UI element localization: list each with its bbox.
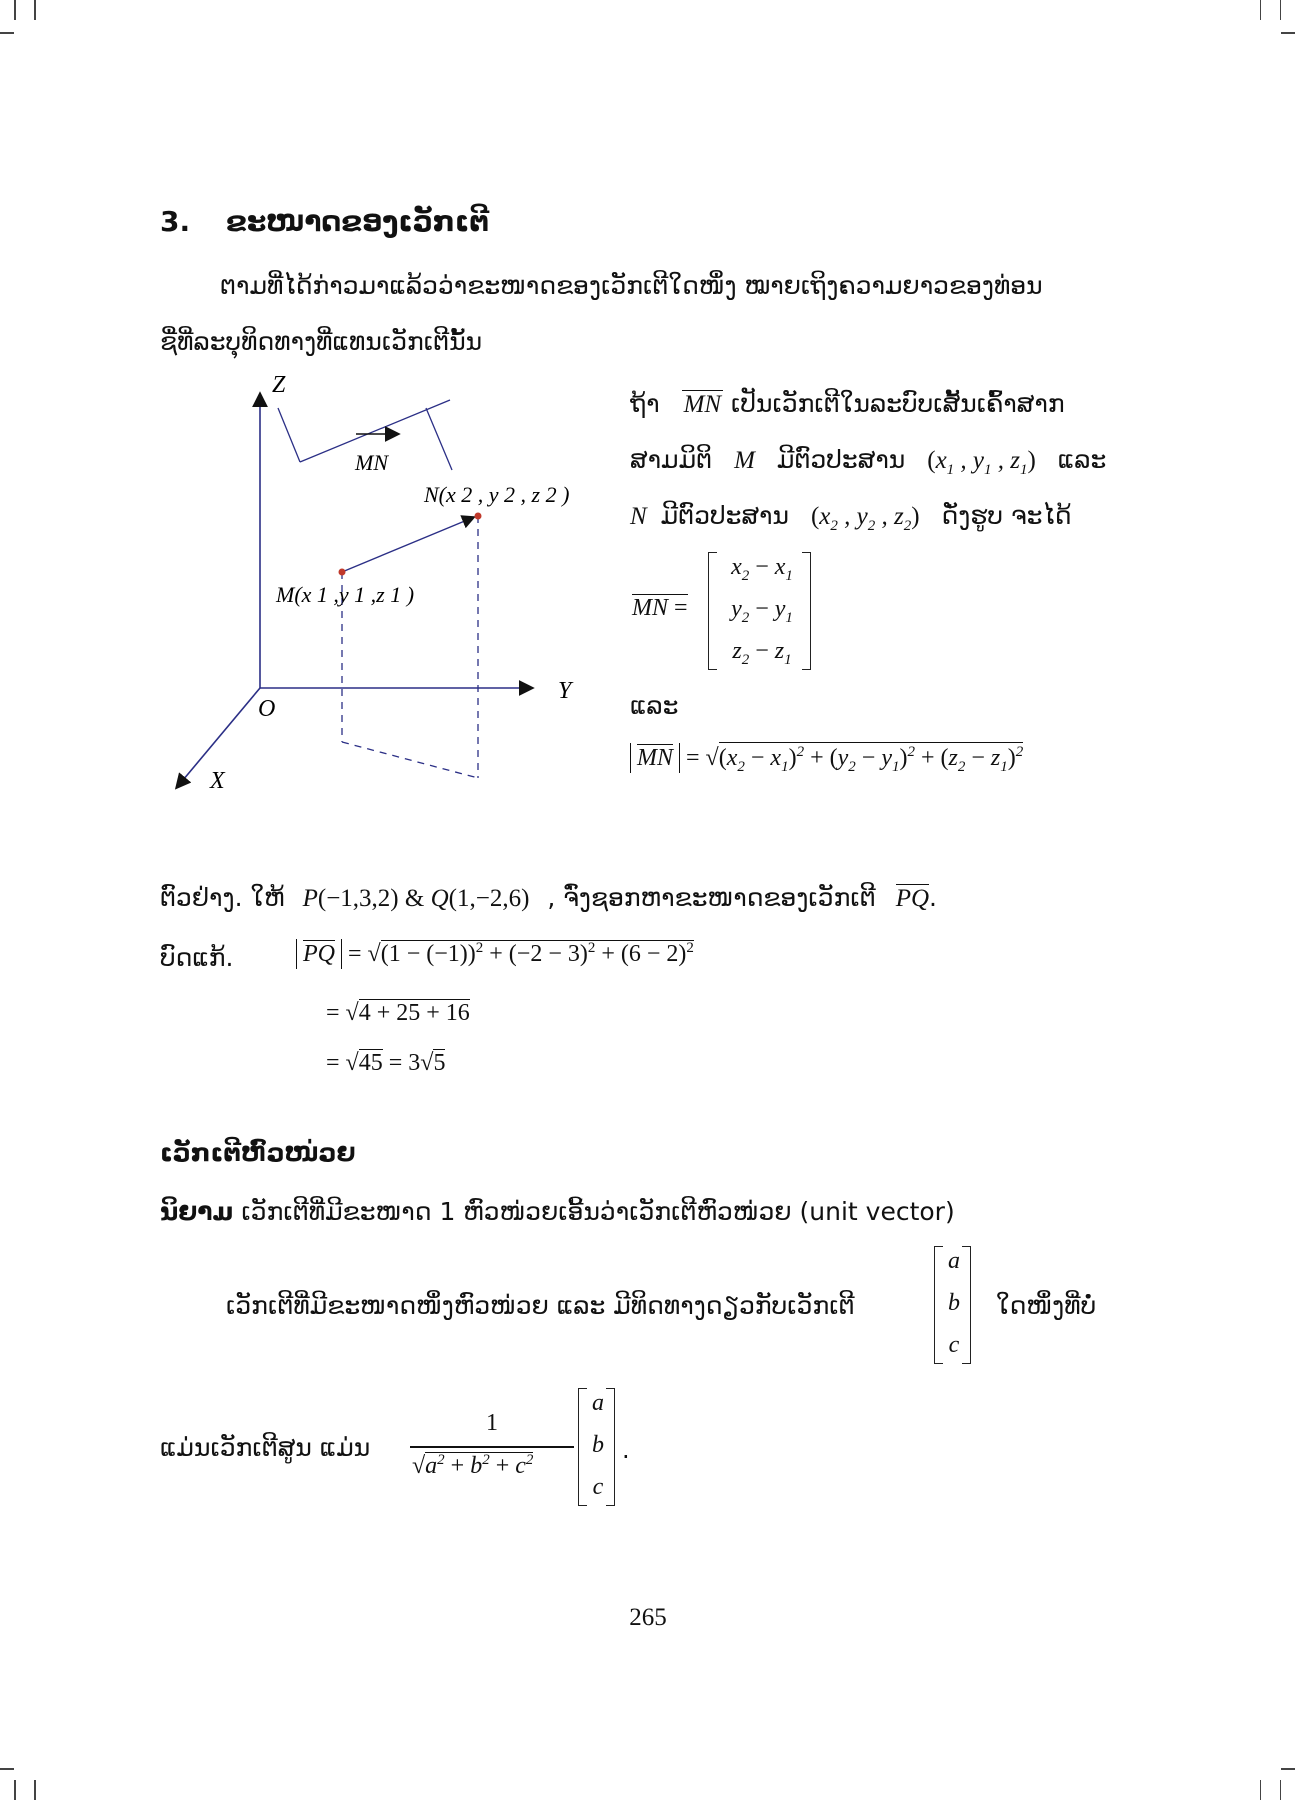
axis-y-label: Y <box>558 678 572 704</box>
crop-mark <box>34 0 36 20</box>
n-coords: ($x_2$ , $y_2$ , $z_2$) <box>810 503 920 534</box>
vector-label: MN <box>355 450 388 475</box>
unit-abc-a: a <box>592 1390 604 1416</box>
example-given: ໃຫ້ <box>250 883 285 912</box>
vector-pq-inline: PQ <box>895 885 930 912</box>
axis-x-label: X <box>210 768 225 794</box>
unit-line-2-b: ໃດໜຶ່ງທີ່ບໍ່ <box>996 1291 1097 1320</box>
section-title: ຂະໜາດຂອງເວັກເຕີ <box>226 205 490 238</box>
if-word: ຖ້າ <box>630 389 660 418</box>
matrix-row-y: $y_2 - y_1$ <box>731 596 793 626</box>
point-n <box>475 513 482 520</box>
crop-mark <box>1260 0 1262 20</box>
unit-vector-heading: ເວັກເຕີຫົວໜ່ວຍ <box>160 1138 356 1167</box>
example-points: P(−1,3,2) & Q(1,−2,6) <box>302 885 530 912</box>
definition-line <box>160 1192 955 1232</box>
explain-and-2: ແລະ <box>630 691 679 720</box>
solution-step-2: = √4 + 25 + 16 <box>326 1000 470 1026</box>
page-number: 265 <box>629 1604 667 1631</box>
crop-mark <box>1280 0 1282 20</box>
crop-mark <box>1280 1780 1282 1800</box>
crop-mark <box>14 1780 16 1800</box>
step-2-radicand: 4 + 25 + 16 <box>358 1000 470 1026</box>
explain-line-1 <box>630 384 1065 425</box>
point-m-label: M(x 1 ,y 1 ,z 1 ) <box>276 582 415 607</box>
fraction-bar <box>410 1446 574 1448</box>
crop-mark <box>0 32 14 34</box>
section-number: 3. <box>160 205 191 238</box>
axis-z-label: Z <box>272 372 286 398</box>
crop-mark <box>1281 32 1295 34</box>
explain-three-dim: ສາມມິຕິ <box>630 445 713 474</box>
vector-3d-figure <box>160 370 590 800</box>
abc-a: a <box>948 1248 960 1274</box>
unit-abc-c: c <box>592 1474 604 1500</box>
mn-vector-symbol: MN = <box>632 595 688 621</box>
definition-label: ນິຍາມ <box>160 1197 234 1226</box>
intro-line-1: ຕາມທີ່ໄດ້ກ່າວມາແລ້ວວ່າຂະໜາດຂອງເວັກເຕີໃດໜຶ່ງ ໝາຍເຖິງຄວາມຍາວຂອງທ່ອນ <box>220 271 1043 300</box>
explain-line-3 <box>630 496 1072 546</box>
length-tick-right <box>426 408 452 470</box>
unit-line-3-a: ແມ່ນເວັກເຕີສູນ ແມ່ນ <box>160 1433 371 1462</box>
magnitude-formula: MN = $√(x_2 - x_1)^2 + (y_2 - y_1)^2 + (z_2 - z_1)^2$ <box>630 744 1023 776</box>
explain-coords-word-2: ມີຕົວປະສານ <box>660 501 789 530</box>
solution-step-1: PQ = $√(1 - (-1))^2 + (-2 - 3)^2 + (6 - 2)^2$ <box>296 940 694 968</box>
explain-and: ແລະ <box>1057 445 1107 474</box>
crop-mark <box>0 1768 14 1770</box>
crop-mark <box>34 1780 36 1800</box>
step-3-coef: 3 <box>408 1050 421 1076</box>
matrix-row-z: $z_2 - z_1$ <box>732 638 792 668</box>
solution-label: ບົດແກ້. <box>160 943 234 972</box>
explain-line-2 <box>630 440 1106 490</box>
example-task: , ຈົ່ງຊອກຫາຂະໜາດຂອງເວັກເຕີ <box>547 883 876 912</box>
fraction-denominator: $√a^2 + b^2 + c^2$ <box>412 1452 534 1479</box>
matrix-row-x: $x_2 - x_1$ <box>731 554 793 584</box>
crop-mark <box>1281 1768 1295 1770</box>
explain-coords-word: ມີຕົວປະສານ <box>776 445 906 474</box>
point-n-symbol: N <box>630 503 647 530</box>
point-m-symbol: M <box>734 447 755 474</box>
matrix-left-bracket <box>708 552 717 670</box>
example-label: ຕົວຢ່າງ. <box>160 883 243 912</box>
point-n-label: N(x 2 , y 2 , z 2 ) <box>424 482 570 507</box>
unit-line-2-a: ເວັກເຕີທີ່ມີຂະໜາດໜຶ່ງຫົວໜ່ວຍ ແລະ ມີທິດທາງດຽວກັບເວັກເຕີ <box>226 1291 855 1320</box>
point-m <box>339 569 346 576</box>
section-heading <box>160 205 489 238</box>
m-coords: ($x_1$ , $y_1$ , $z_1$) <box>927 447 1036 478</box>
projection-base <box>342 742 478 778</box>
intro-line-2: ຊື່ທີ່ລະບຸທິດທາງທີ່ແທນເວັກເຕີນັ້ນ <box>160 327 483 356</box>
step-3-root: 5 <box>433 1050 446 1076</box>
origin-label: O <box>258 696 276 722</box>
explain-line-1-rest: ເປັນເວັກເຕີໃນລະບົບເສັ້ນເຄົ້າສາກ <box>731 389 1065 418</box>
vector-mn-inline: MN <box>683 391 722 418</box>
vector-mn <box>342 518 472 572</box>
unit-abc-b: b <box>592 1432 604 1458</box>
fraction-numerator: 1 <box>486 1410 498 1436</box>
explain-as-figure: ດັ່ງຮູບ ຈະໄດ້ <box>941 501 1072 530</box>
solution-step-3: = √45 = 3√5 <box>326 1050 446 1076</box>
definition-text: ເວັກເຕີທີ່ມີຂະໜາດ 1 ຫົວໜ່ວຍເອີ້ນວ່າເວັກເຕີຫົວໜ່ວຍ (unit vector) <box>241 1197 955 1226</box>
example-line: ຕົວຢ່າງ. ໃຫ້ P(−1,3,2) & Q(1,−2,6) , ຈົ່ງຊອກຫາຂະໜາດຂອງເວັກເຕີ PQ. <box>160 883 937 912</box>
step-3-radicand: 45 <box>358 1050 383 1076</box>
length-tick-left <box>278 408 300 462</box>
crop-mark <box>14 0 16 20</box>
crop-mark <box>1260 1780 1262 1800</box>
abc-b: b <box>948 1290 960 1316</box>
abc-c: c <box>948 1332 960 1358</box>
period: . <box>622 1436 630 1464</box>
